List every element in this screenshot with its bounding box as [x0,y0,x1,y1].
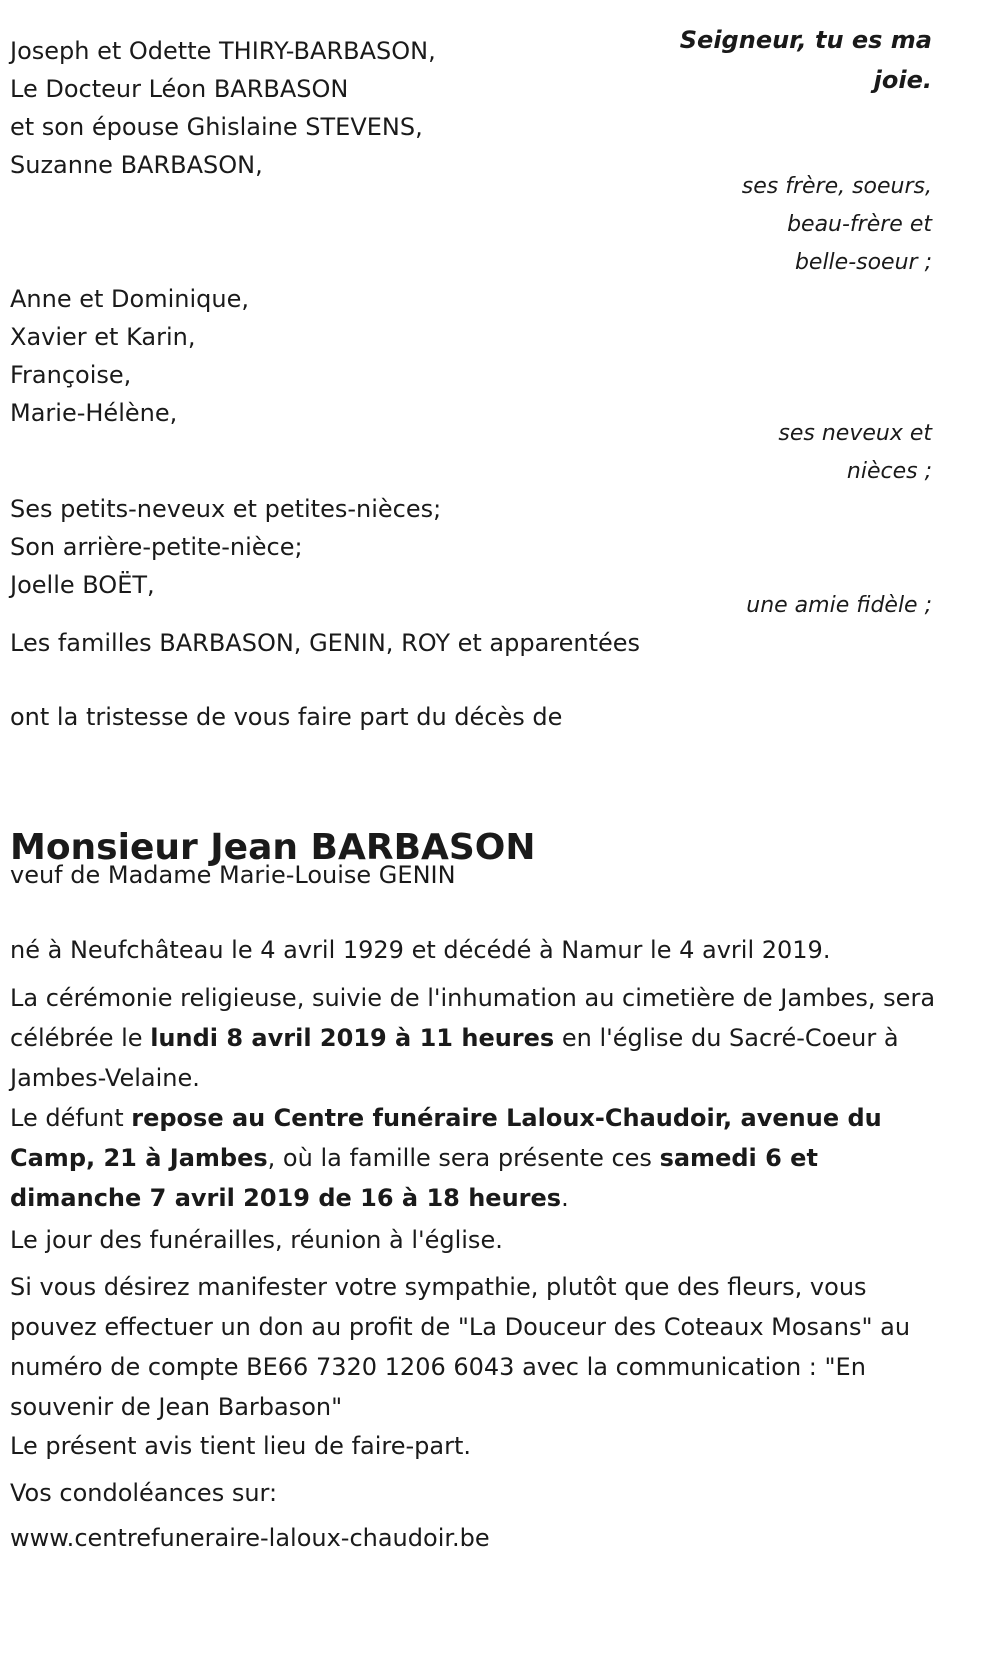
ceremony-text: La cérémonie religieuse, suivie de l'inhumation au cimetière de Jambes, sera célébrée le [10,984,936,1052]
deceased-name: Monsieur Jean BARBASON [10,827,536,868]
verse-quote: Seigneur, tu es ma joie. [679,26,932,94]
ceremony-location: en l'église du Sacré-Coeur à Jambes-Velaine. [10,1024,899,1092]
relation-line: une amie fidèle ; [746,593,932,618]
website-link[interactable]: www.centrefuneraire-laloux-chaudoir.be [10,1524,490,1552]
name-line: et son épouse Ghislaine STEVENS, [10,113,423,141]
siblings-names [10,32,710,184]
name-line: Joseph et Odette THIRY-BARBASON, [10,37,436,65]
name-line: Ses petits-neveux et petites-nièces; [10,495,442,523]
name-line: Son arrière-petite-nièce; [10,533,303,561]
ceremony-date: lundi 8 avril 2019 à 11 heures [150,1024,555,1052]
condolences-label: Vos condoléances sur: [10,1479,278,1507]
ceremony-paragraph [10,978,940,1098]
rest-text: Le défunt [10,1104,132,1132]
relation-line: ses neveux et [778,421,932,446]
donation-paragraph: Si vous désirez manifester votre sympathie, plutôt que des fleurs, vous pouvez effectuer un don au profit de "La Douceur des Coteaux Mosans" au numéro de compte BE66 7320 1206 6043 avec la communication : "En souvenir de Jean Barbason" [10,1273,911,1421]
nephews-names [10,280,710,432]
rest-text: . [561,1184,569,1212]
name-line: Suzanne BARBASON, [10,151,263,179]
friend-relation [652,587,932,625]
name-line: Le Docteur Léon BARBASON [10,75,349,103]
nephews-relation [652,415,932,491]
siblings-relation [652,168,932,282]
name-line: Marie-Hélène, [10,399,178,427]
relation-line: ses frère, soeurs, [741,174,932,199]
rest-place: repose au Centre funéraire Laloux-Chaudoir, avenue du Camp, 21 à Jambes [10,1104,882,1172]
name-line: Joelle BOËT, [10,571,155,599]
families-line: Les familles BARBASON, GENIN, ROY et apparentées [10,629,641,657]
funeral-day-line: Le jour des funérailles, réunion à l'église. [10,1226,503,1254]
relation-line: nièces ; [846,459,932,484]
name-line: Anne et Dominique, [10,285,249,313]
visitation-times: samedi 6 et dimanche 7 avril 2019 de 16 à 18 heures [10,1144,818,1212]
name-line: Xavier et Karin, [10,323,196,351]
relation-line: beau-frère et [787,212,932,237]
widower-line: veuf de Madame Marie-Louise GENIN [10,861,456,889]
announcement-line: ont la tristesse de vous faire part du décès de [10,703,563,731]
rest-text: , où la famille sera présente ces [267,1144,660,1172]
relation-line: belle-soeur ; [794,250,932,275]
birth-death-line: né à Neufchâteau le 4 avril 1929 et décédé à Namur le 4 avril 2019. [10,936,831,964]
relatives-names [10,490,710,604]
notice-line: Le présent avis tient lieu de faire-part. [10,1432,472,1460]
name-line: Françoise, [10,361,132,389]
rest-paragraph [10,1098,940,1218]
